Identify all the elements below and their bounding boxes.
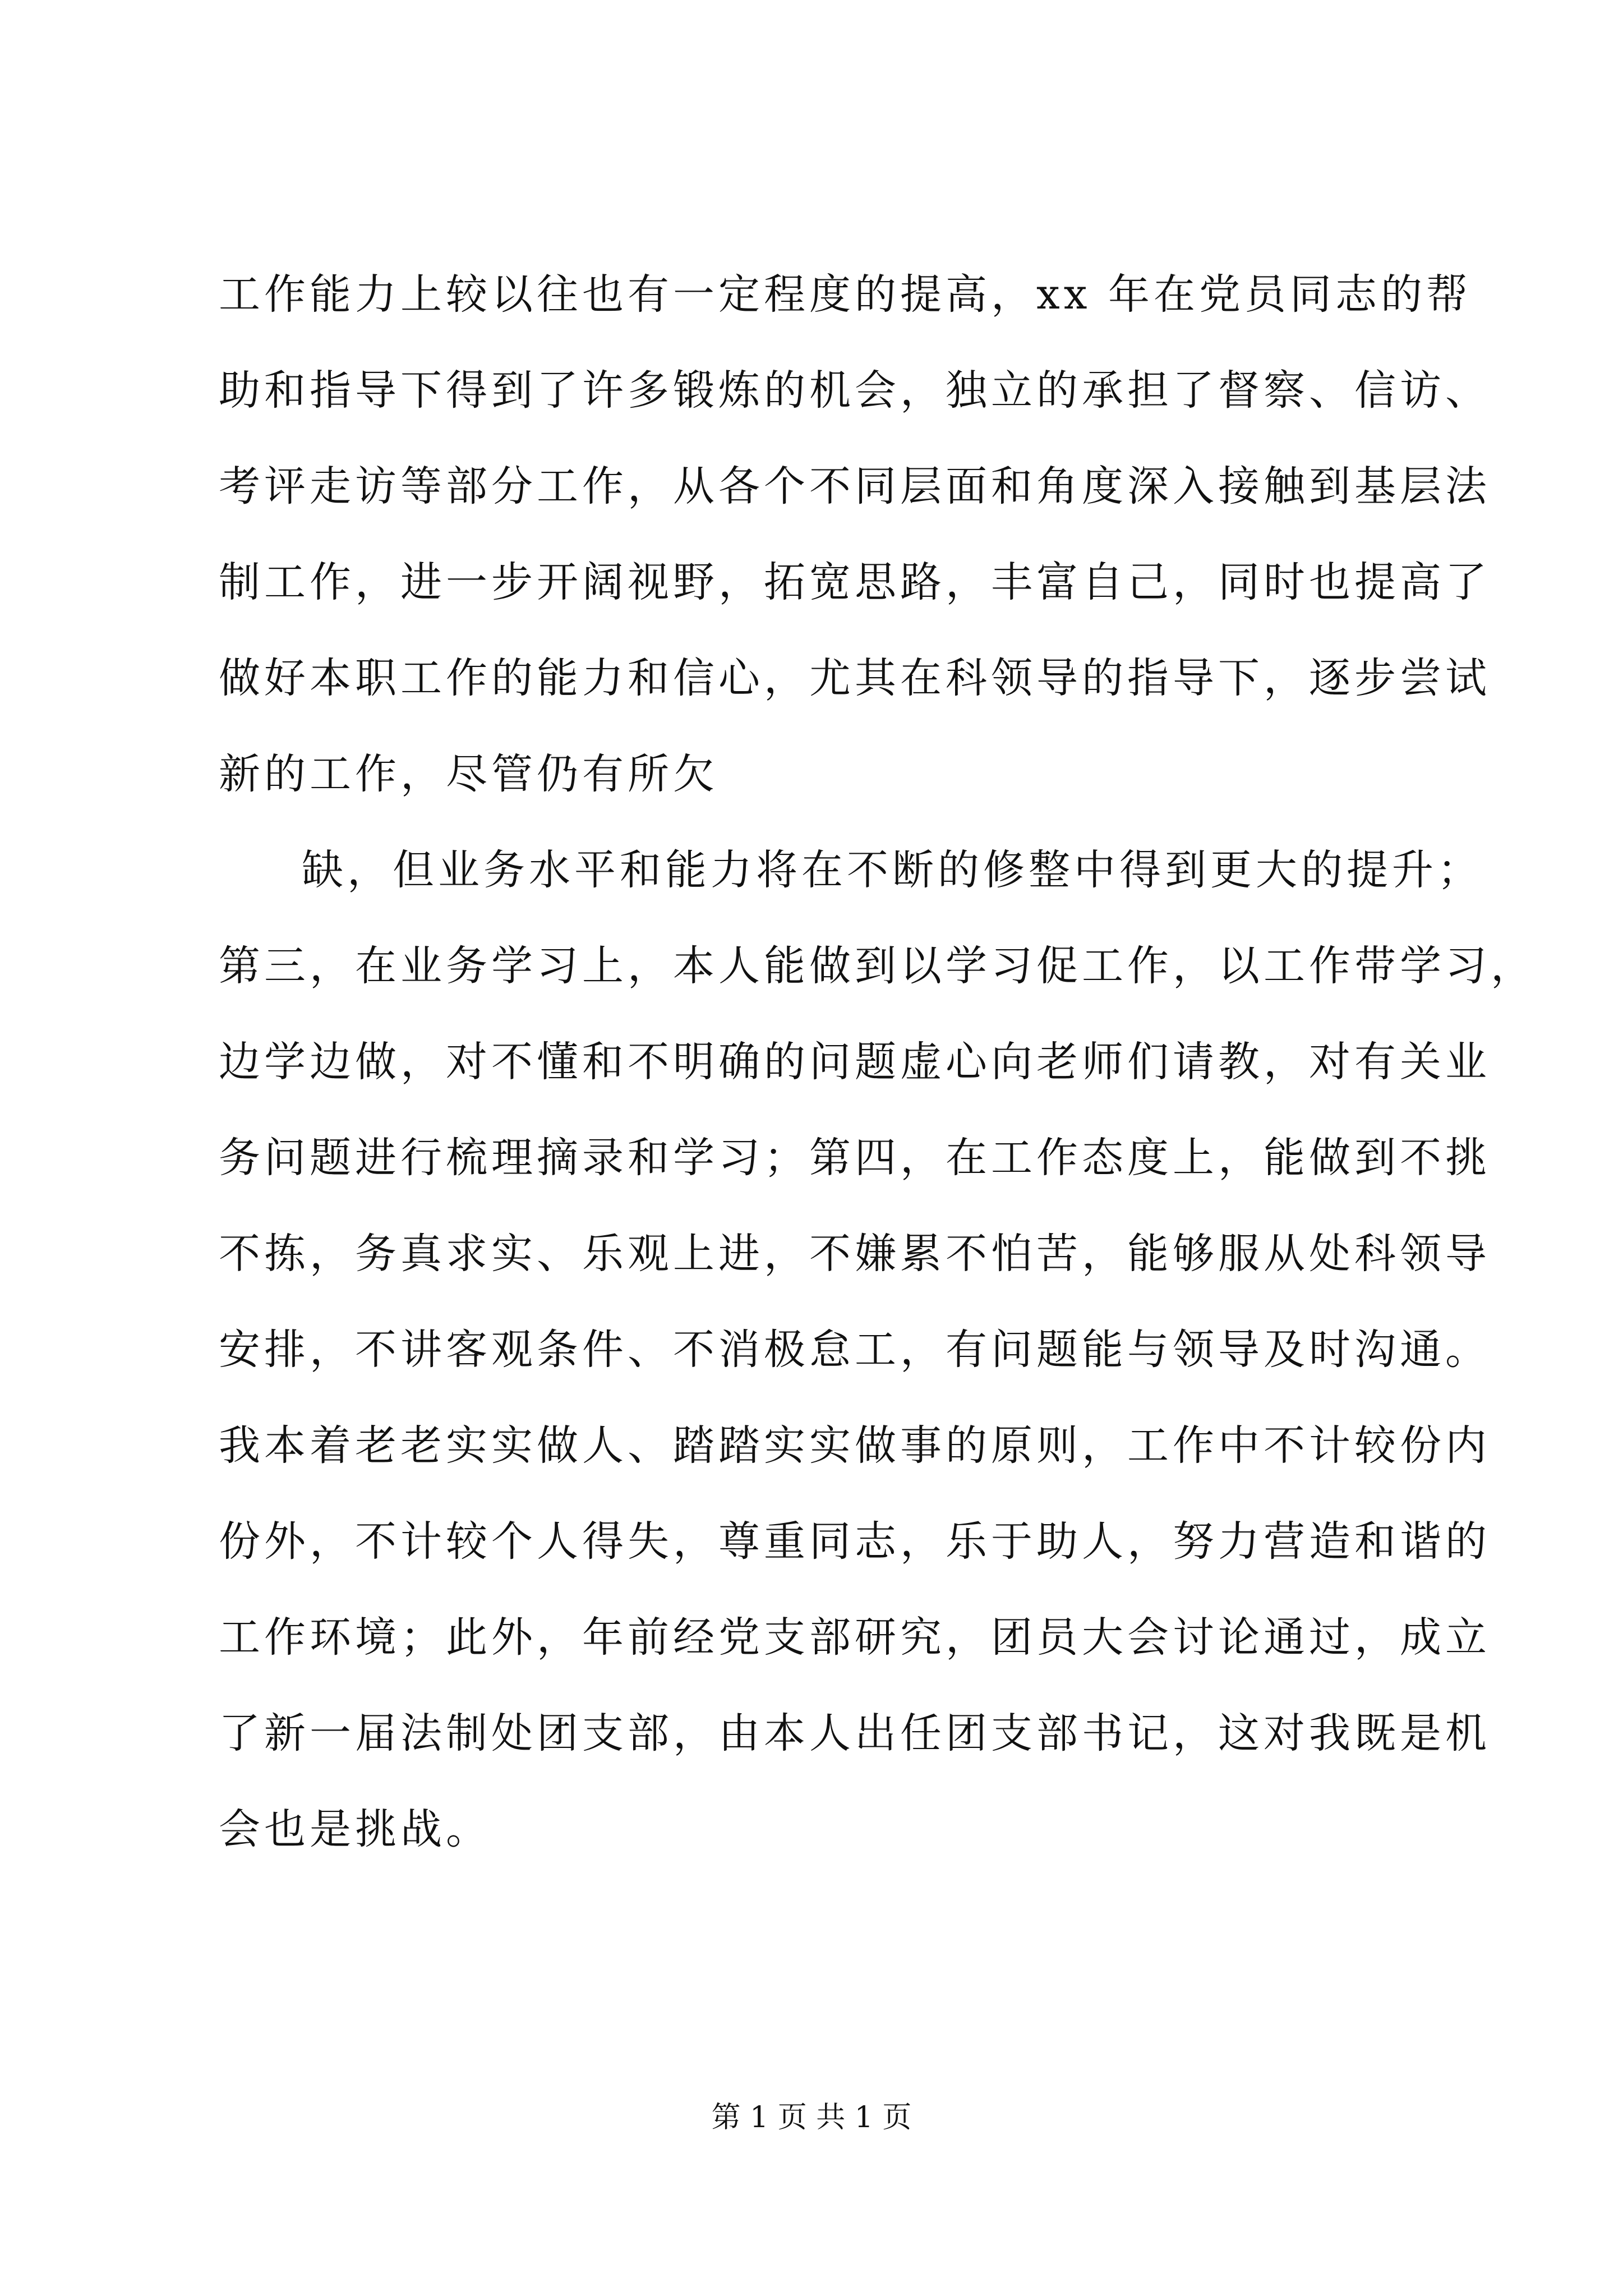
text-line: 制工作，进一步开阔视野，拓宽思路，丰富自己，同时也提高了 [219, 558, 1491, 606]
text-line: 第三，在业务学习上，本人能做到以学习促工作，以工作带学习， [219, 942, 1536, 990]
document-body [219, 247, 1536, 1878]
text-line: 务问题进行梳理摘录和学习；第四，在工作态度上，能做到不挑 [219, 1134, 1491, 1182]
text-line: 份外，不计较个人得失，尊重同志，乐于助人，努力营造和谐的 [219, 1517, 1491, 1566]
text-line: 了新一届法制处团支部，由本人出任团支部书记，这对我既是机 [219, 1709, 1491, 1757]
text-line: 安排，不讲客观条件、不消极怠工，有问题能与领导及时沟通。 [219, 1326, 1491, 1374]
text-line: 考评走访等部分工作，从各个不同层面和角度深入接触到基层法 [219, 462, 1491, 510]
text-line: 不拣，务真求实、乐观上进，不嫌累不怕苦，能够服从处科领导 [219, 1230, 1491, 1278]
text-line: 边学边做，对不懂和不明确的问题虚心向老师们请教，对有关业 [219, 1038, 1491, 1086]
text-line: 助和指导下得到了许多锻炼的机会，独立的承担了督察、信访、 [219, 366, 1491, 415]
text-line: 新的工作，尽管仍有所欠 [219, 750, 718, 798]
text-line: 工作环境；此外，年前经党支部研究，团员大会讨论通过，成立 [219, 1613, 1491, 1662]
text-line: 我本着老老实实做人、踏踏实实做事的原则，工作中不计较份内 [219, 1421, 1491, 1470]
page-footer [0, 2098, 1623, 2137]
text-line: 会也是挑战。 [219, 1805, 491, 1853]
text-line: 工作能力上较以往也有一定程度的提高，xx 年在党员同志的帮 [219, 270, 1472, 319]
text-line: 缺，但业务水平和能力将在不断的修整中得到更大的提升； [302, 846, 1483, 894]
page-number: 第 1 页 共 1 页 [711, 2101, 912, 2134]
text-line: 做好本职工作的能力和信心，尤其在科领导的指导下，逐步尝试 [219, 654, 1491, 702]
